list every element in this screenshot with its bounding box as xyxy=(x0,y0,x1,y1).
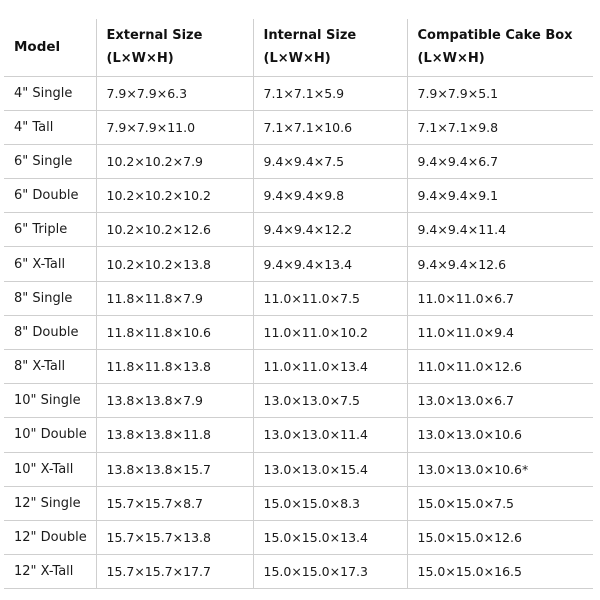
compatible-box-cell: 11.0×11.0×12.6 xyxy=(407,350,593,384)
external-size-cell: 15.7×15.7×8.7 xyxy=(96,486,253,520)
model-cell: 12" Single xyxy=(4,486,96,520)
model-cell: 8" X-Tall xyxy=(4,350,96,384)
header-model-label: Model xyxy=(14,38,61,55)
compatible-box-cell: 9.4×9.4×6.7 xyxy=(407,144,593,178)
table-body xyxy=(4,76,593,589)
external-size-cell: 15.7×15.7×13.8 xyxy=(96,520,253,554)
header-model xyxy=(4,19,96,76)
external-size-cell: 13.8×13.8×7.9 xyxy=(96,384,253,418)
table-row xyxy=(4,76,593,110)
model-cell: 12" X-Tall xyxy=(4,555,96,589)
compatible-box-cell: 13.0×13.0×10.6* xyxy=(407,452,593,486)
size-spec-table xyxy=(4,19,593,589)
internal-size-cell: 7.1×7.1×10.6 xyxy=(253,110,407,144)
model-cell: 10" X-Tall xyxy=(4,452,96,486)
internal-size-cell: 7.1×7.1×5.9 xyxy=(253,76,407,110)
header-compatible-unit: (L×W×H) xyxy=(417,51,485,67)
table-row xyxy=(4,452,593,486)
header-internal-unit: (L×W×H) xyxy=(263,51,331,67)
model-cell: 8" Double xyxy=(4,315,96,349)
header-row xyxy=(4,19,593,76)
table-row xyxy=(4,144,593,178)
compatible-box-cell: 15.0×15.0×16.5 xyxy=(407,555,593,589)
table-row xyxy=(4,247,593,281)
compatible-box-cell: 7.9×7.9×5.1 xyxy=(407,76,593,110)
external-size-cell: 15.7×15.7×17.7 xyxy=(96,555,253,589)
external-size-cell: 13.8×13.8×11.8 xyxy=(96,418,253,452)
model-cell: 4" Tall xyxy=(4,110,96,144)
header-external-size xyxy=(96,19,253,76)
external-size-cell: 11.8×11.8×10.6 xyxy=(96,315,253,349)
model-cell: 10" Double xyxy=(4,418,96,452)
internal-size-cell: 11.0×11.0×7.5 xyxy=(253,281,407,315)
internal-size-cell: 15.0×15.0×8.3 xyxy=(253,486,407,520)
model-cell: 6" Triple xyxy=(4,213,96,247)
table-row xyxy=(4,418,593,452)
table-row xyxy=(4,315,593,349)
internal-size-cell: 13.0×13.0×11.4 xyxy=(253,418,407,452)
internal-size-cell: 15.0×15.0×17.3 xyxy=(253,555,407,589)
header-compatible-box xyxy=(407,19,593,76)
external-size-cell: 10.2×10.2×10.2 xyxy=(96,179,253,213)
internal-size-cell: 15.0×15.0×13.4 xyxy=(253,520,407,554)
model-cell: 6" Single xyxy=(4,144,96,178)
compatible-box-cell: 11.0×11.0×6.7 xyxy=(407,281,593,315)
internal-size-cell: 13.0×13.0×15.4 xyxy=(253,452,407,486)
table-row xyxy=(4,555,593,589)
external-size-cell: 10.2×10.2×13.8 xyxy=(96,247,253,281)
model-cell: 8" Single xyxy=(4,281,96,315)
compatible-box-cell: 9.4×9.4×9.1 xyxy=(407,179,593,213)
header-compatible-title: Compatible Cake Box xyxy=(417,28,573,44)
header-external-title: External Size xyxy=(106,28,203,44)
model-cell: 6" X-Tall xyxy=(4,247,96,281)
internal-size-cell: 13.0×13.0×7.5 xyxy=(253,384,407,418)
internal-size-cell: 9.4×9.4×7.5 xyxy=(253,144,407,178)
external-size-cell: 7.9×7.9×11.0 xyxy=(96,110,253,144)
internal-size-cell: 9.4×9.4×12.2 xyxy=(253,213,407,247)
external-size-cell: 13.8×13.8×15.7 xyxy=(96,452,253,486)
compatible-box-cell: 11.0×11.0×9.4 xyxy=(407,315,593,349)
external-size-cell: 11.8×11.8×13.8 xyxy=(96,350,253,384)
model-cell: 10" Single xyxy=(4,384,96,418)
model-cell: 4" Single xyxy=(4,76,96,110)
external-size-cell: 10.2×10.2×7.9 xyxy=(96,144,253,178)
internal-size-cell: 11.0×11.0×13.4 xyxy=(253,350,407,384)
table-row xyxy=(4,110,593,144)
table-row xyxy=(4,520,593,554)
external-size-cell: 11.8×11.8×7.9 xyxy=(96,281,253,315)
header-internal-size xyxy=(253,19,407,76)
compatible-box-cell: 13.0×13.0×10.6 xyxy=(407,418,593,452)
external-size-cell: 10.2×10.2×12.6 xyxy=(96,213,253,247)
compatible-box-cell: 7.1×7.1×9.8 xyxy=(407,110,593,144)
internal-size-cell: 9.4×9.4×9.8 xyxy=(253,179,407,213)
table-row xyxy=(4,486,593,520)
model-cell: 12" Double xyxy=(4,520,96,554)
compatible-box-cell: 9.4×9.4×11.4 xyxy=(407,213,593,247)
table-row xyxy=(4,213,593,247)
compatible-box-cell: 9.4×9.4×12.6 xyxy=(407,247,593,281)
internal-size-cell: 11.0×11.0×10.2 xyxy=(253,315,407,349)
model-cell: 6" Double xyxy=(4,179,96,213)
header-external-unit: (L×W×H) xyxy=(106,51,174,67)
compatible-box-cell: 15.0×15.0×12.6 xyxy=(407,520,593,554)
table-row xyxy=(4,281,593,315)
external-size-cell: 7.9×7.9×6.3 xyxy=(96,76,253,110)
table-row xyxy=(4,350,593,384)
compatible-box-cell: 13.0×13.0×6.7 xyxy=(407,384,593,418)
internal-size-cell: 9.4×9.4×13.4 xyxy=(253,247,407,281)
compatible-box-cell: 15.0×15.0×7.5 xyxy=(407,486,593,520)
table-row xyxy=(4,384,593,418)
table-row xyxy=(4,179,593,213)
header-internal-title: Internal Size xyxy=(263,28,357,44)
